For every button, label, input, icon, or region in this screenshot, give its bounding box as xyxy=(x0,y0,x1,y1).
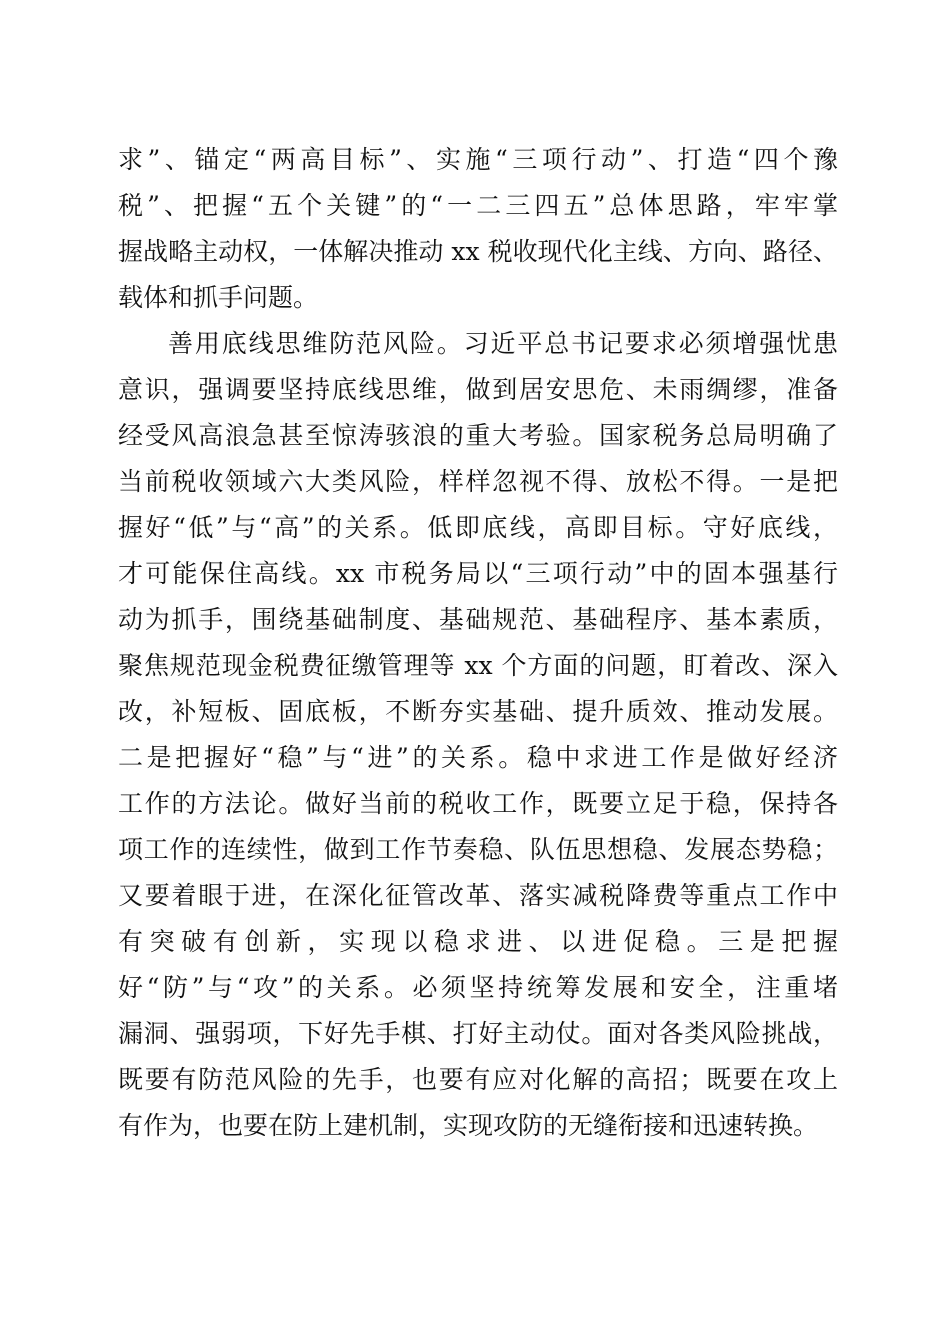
text-line-13: 改，补短板、固底板，不断夯实基础、提升质效、推动发展。 xyxy=(118,697,838,726)
text-line-22: 有作为，也要在防上建机制，实现攻防的无缝衔接和迅速转换。 xyxy=(118,1111,819,1140)
text-line-4: 载体和抓手问题。 xyxy=(118,283,319,312)
text-line-2: 税”、把握“五个关键”的“一二三四五”总体思路，牢牢掌 xyxy=(118,191,838,220)
text-line-10: 才可能保住高线。xx 市税务局以“三项行动”中的固本强基行 xyxy=(118,559,838,588)
text-line-1: 求”、锚定“两高目标”、实施“三项行动”、打造“四个豫 xyxy=(118,145,838,174)
text-line-17: 又要着眼于进，在深化征管改革、落实减税降费等重点工作中 xyxy=(118,881,838,910)
text-line-21: 既要有防范风险的先手，也要有应对化解的高招；既要在攻上 xyxy=(118,1065,838,1094)
text-line-3: 握战略主动权，一体解决推动 xx 税收现代化主线、方向、路径、 xyxy=(118,237,838,266)
text-line-19: 好“防”与“攻”的关系。必须坚持统筹发展和安全，注重堵 xyxy=(118,973,838,1002)
text-line-14: 二是把握好“稳”与“进”的关系。稳中求进工作是做好经济 xyxy=(118,743,838,772)
text-line-18: 有突破有创新，实现以稳求进、以进促稳。三是把握 xyxy=(118,927,838,956)
text-line-15: 工作的方法论。做好当前的税收工作，既要立足于稳，保持各 xyxy=(118,789,838,818)
text-line-12: 聚焦规范现金税费征缴管理等 xx 个方面的问题，盯着改、深入 xyxy=(118,651,838,680)
text-line-20: 漏洞、强弱项，下好先手棋、打好主动仗。面对各类风险挑战， xyxy=(118,1019,838,1048)
text-line-7: 经受风高浪急甚至惊涛骇浪的重大考验。国家税务总局明确了 xyxy=(118,421,838,450)
paragraph-heading-line: 善用底线思维防范风险。习近平总书记要求必须增强忧患 xyxy=(168,329,838,358)
text-line-11: 动为抓手，围绕基础制度、基础规范、基础程序、基本素质， xyxy=(118,605,838,634)
text-line-6: 意识，强调要坚持底线思维，做到居安思危、未雨绸缪，准备 xyxy=(118,375,838,404)
text-line-16: 项工作的连续性，做到工作节奏稳、队伍思想稳、发展态势稳； xyxy=(118,835,838,864)
text-line-8: 当前税收领域六大类风险，样样忽视不得、放松不得。一是把 xyxy=(118,467,838,496)
text-line-9: 握好“低”与“高”的关系。低即底线，高即目标。守好底线， xyxy=(118,513,838,542)
